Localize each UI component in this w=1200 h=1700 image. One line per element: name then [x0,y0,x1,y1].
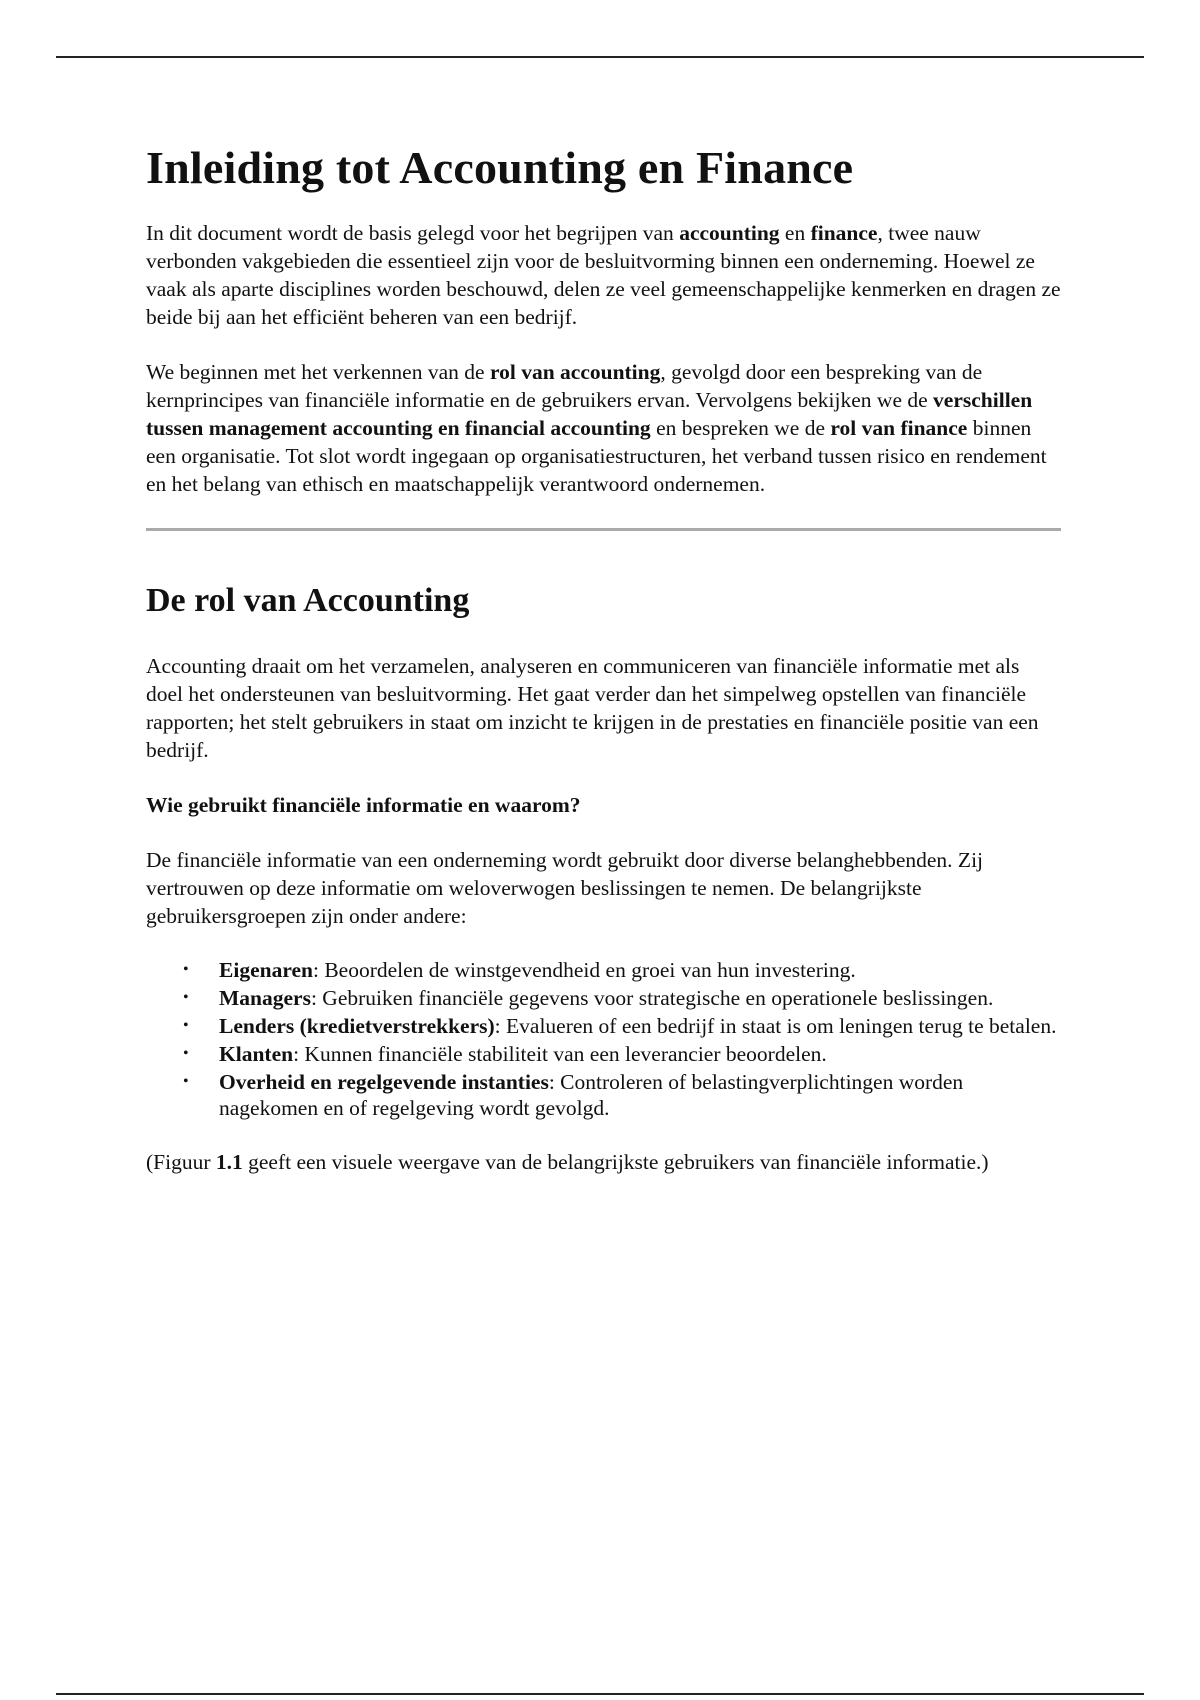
page-bottom-rule [56,1693,1144,1695]
intro-p2-bold-rol-finance: rol van finance [830,416,968,441]
figure-note-text-1: (Figuur [146,1149,216,1174]
list-item-term: Overheid en regelgevende instanties [219,1069,549,1094]
list-item [183,1013,1061,1039]
bullet-icon: • [183,1044,189,1062]
document-body [146,140,1061,1203]
intro-p2-text-3: en bespreken we de [650,416,831,441]
intro-p1-text-1: In dit document wordt de basis gelegd voor het begrijpen van [146,221,680,246]
section-divider [146,528,1061,531]
bullet-icon: • [183,1016,189,1034]
figure-note-number: 1.1 [215,1149,243,1174]
intro-p2-bold-rol-accounting: rol van accounting [489,360,661,385]
document-title: Inleiding tot Accounting en Finance [146,142,854,193]
list-item [183,1069,1061,1121]
section-heading: De rol van Accounting [146,582,470,620]
section-paragraph-1: Accounting draait om het verzamelen, analyseren en communiceren van financiële informatie met als doel het ondersteunen van besluitvorming. Het gaat verder dan het simpelweg opstellen van financiële rapporten; het stelt gebruikers in staat om inzicht te krijgen in de prestaties en financiële positie van een bedrijf. [146,653,1039,762]
list-item-term: Managers [219,985,311,1010]
figure-note-text-2: geeft een visuele weergave van de belangrijkste gebruikers van financiële informatie.) [242,1149,989,1174]
bullet-icon: • [183,1072,189,1090]
intro-p1-bold-accounting: accounting [679,221,780,246]
section-subheading: Wie gebruikt financiële informatie en waarom? [146,792,581,817]
intro-p1-text-2: en [779,221,811,246]
intro-p2-bold-verschillen: verschillen tussen management accounting en financial accounting [146,388,1033,441]
intro-p2-text-1: We beginnen met het verkennen van de [146,360,490,385]
users-list [146,957,1061,1121]
list-item-desc: : Evalueren of een bedrijf in staat is om leningen terug te betalen. [494,1013,1057,1038]
intro-p2-text-4: binnen een organisatie. Tot slot wordt ingegaan op organisatiestructuren, het verband tussen risico en rendement en het belang van ethisch en maatschappelijk verantwoord ondernemen. [146,416,1047,497]
list-item [183,985,1061,1011]
section-paragraph-2: De financiële informatie van een onderneming wordt gebruikt door diverse belanghebbenden. Zij vertrouwen op deze informatie om weloverwogen beslissingen te nemen. De belangrijkste gebruikersgroepen zijn onder andere: [146,847,984,928]
intro-p1-bold-finance: finance [810,221,878,246]
list-item-desc: : Gebruiken financiële gegevens voor strategische en operationele beslissingen. [310,985,994,1010]
bullet-icon: • [183,988,189,1006]
page-top-rule [56,56,1144,58]
bullet-icon: • [183,960,189,978]
list-item-term: Eigenaren [219,957,313,982]
list-item-desc: : Kunnen financiële stabiliteit van een leverancier beoordelen. [293,1041,827,1066]
list-item-term: Lenders (kredietverstrekkers) [219,1013,495,1038]
list-item-term: Klanten [219,1041,294,1066]
list-item [183,957,1061,983]
intro-p1-text-3: , twee nauw verbonden vakgebieden die essentieel zijn voor de besluitvorming binnen een onderneming. Hoewel ze vaak als aparte disciplines worden beschouwd, delen ze veel gemeenschappelijke kenmerken en dragen ze beide bij aan het efficiënt beheren van een bedrijf. [146,221,1061,330]
intro-paragraph-1 [146,219,1061,331]
figure-note [146,1148,1061,1176]
intro-p2-text-2: , gevolgd door een bespreking van de kernprincipes van financiële informatie en de gebruikers ervan. Vervolgens bekijken we de [146,360,983,413]
list-item [183,1041,1061,1067]
intro-paragraph-2 [146,358,1061,498]
list-item-desc: : Controleren of belastingverplichtingen worden nagekomen en of regelgeving wordt gevolgd. [219,1069,964,1120]
list-item-desc: : Beoordelen de winstgevendheid en groei van hun investering. [312,957,856,982]
